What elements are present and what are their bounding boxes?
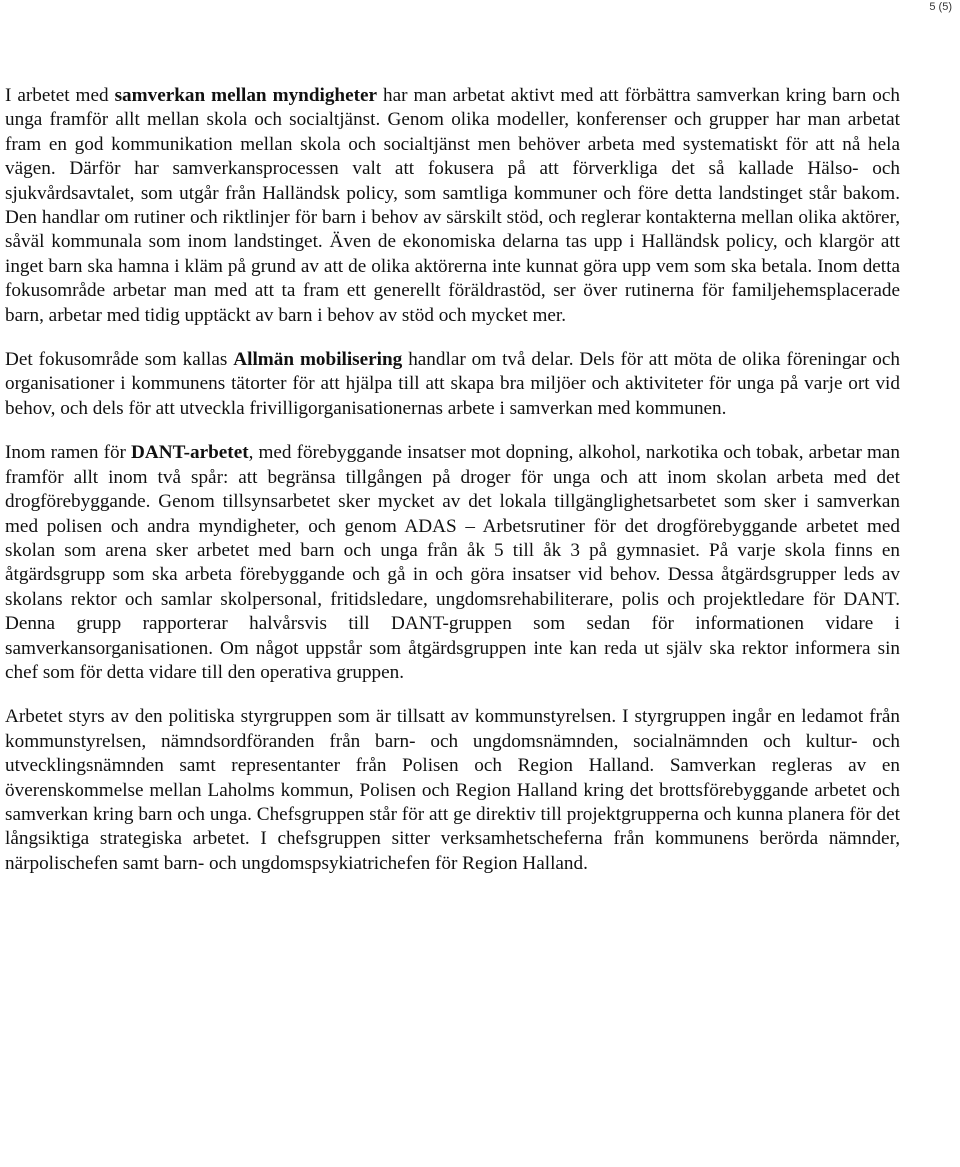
paragraph-styrgrupp xyxy=(5,705,900,876)
paragraph-text: Arbetet styrs av den politiska styrgruppen som är tillsatt av kommunstyrelsen. I styrgruppen ingår en ledamot från kommunstyrelsen, nämndsordföranden från barn- och ungdomsnämnden, socialnämnden och kultur- och utvecklingsnämnden samt representanter från Polisen och Region Halland. Samverkan regleras av en överenskommelse mellan Laholms kommun, Polisen och Region Halland kring det brottsförebyggande arbetet och samverkan kring barn och unga. Chefsgruppen står för att ge direktiv till projektgrupperna och kunna planera för det långsiktiga strategiska arbetet. I chefsgruppen sitter verksamhetscheferna från kommunens berörda nämnder, närpolischefen samt barn- och ungdomspsykiatrichefen för Region Halland. xyxy=(5,706,900,874)
document-body xyxy=(5,84,900,896)
paragraph-allman-mobilisering xyxy=(5,348,900,421)
paragraph-dant xyxy=(5,441,900,685)
bold-term-dant: DANT-arbetet xyxy=(131,442,249,464)
paragraph-text: Inom ramen för xyxy=(5,442,132,464)
paragraph-text: , med förebyggande insatser mot dopning, alkohol, narkotika och tobak, arbetar man framför allt inom två spår: att begränsa tillgången på droger för unga och att inom skolan arbeta med det drogförebyggande. Genom tillsynsarbetet sker mycket av det lokala tillgänglighetsarbetet som sker i samverkan med polisen och andra myndigheter, och genom ADAS – Arbetsrutiner för det drogförebyggande arbetet med skolan som arena sker arbetet med barn och unga från åk 5 till åk 3 på gymnasiet. På varje skola finns en åtgärdsgrupp som ska arbeta förebyggande och gå in och göra insatser vid behov. Dessa åtgärdsgrupper leds av skolans rektor och samlar skolpersonal, fritidsledare, ungdomsrehabiliterare, polis och projektledare för DANT. Denna grupp rapporterar halvårsvis till DANT-gruppen som sedan för informationen vidare i samverkansorganisationen. Om något uppstår som åtgärdsgruppen inte kan reda ut själv ska rektor informera sin chef som för detta vidare till den operativa gruppen. xyxy=(5,442,900,683)
bold-term-samverkan: samverkan mellan myndigheter xyxy=(114,85,378,106)
paragraph-text: handlar om två delar. Dels för att möta de olika föreningar och organisationer i kommunens tätorter för att hjälpa till att skapa bra miljöer och aktiviteter för unga på varje ort vid behov, och dels för att utveckla frivilligorganisationernas arbete i samverkan med kommunen. xyxy=(5,349,900,419)
page-number: 5 (5) xyxy=(929,1,952,13)
bold-term-mobilisering: Allmän mobilisering xyxy=(233,349,403,371)
paragraph-text: har man arbetat aktivt med att förbättra samverkan kring barn och unga framför allt mellan skola och socialtjänst. Genom olika modeller, konferenser och grupper har man arbetat fram en god kommunikation mellan skola och socialtjänst men behöver arbeta med systematiskt för att nå hela vägen. Därför har samverkansprocessen valt att fokusera på att förverkliga det så kallade Hälso- och sjukvårdsavtalet, som utgår från Halländsk policy, som samtliga kommuner och före detta landstinget står bakom. Den handlar om rutiner och riktlinjer för barn i behov av särskilt stöd, och reglerar kontakterna mellan olika aktörer, såväl kommunala som inom landstinget. Även de ekonomiska delarna tas upp i Halländsk policy, och klargör att inget barn ska hamna i kläm på grund av att de olika aktörerna inte kunnat göra upp vem som ska betala. Inom detta fokusområde arbetar man med att ta fram ett generellt föräldrastöd, ser över rutinerna för familjehemsplacerade barn, arbetar med tidig upptäckt av barn i behov av stöd och mycket mer. xyxy=(5,85,900,326)
paragraph-samverkan xyxy=(5,84,900,328)
paragraph-text: I arbetet med xyxy=(5,85,115,106)
paragraph-text: Det fokusområde som kallas xyxy=(5,349,234,371)
